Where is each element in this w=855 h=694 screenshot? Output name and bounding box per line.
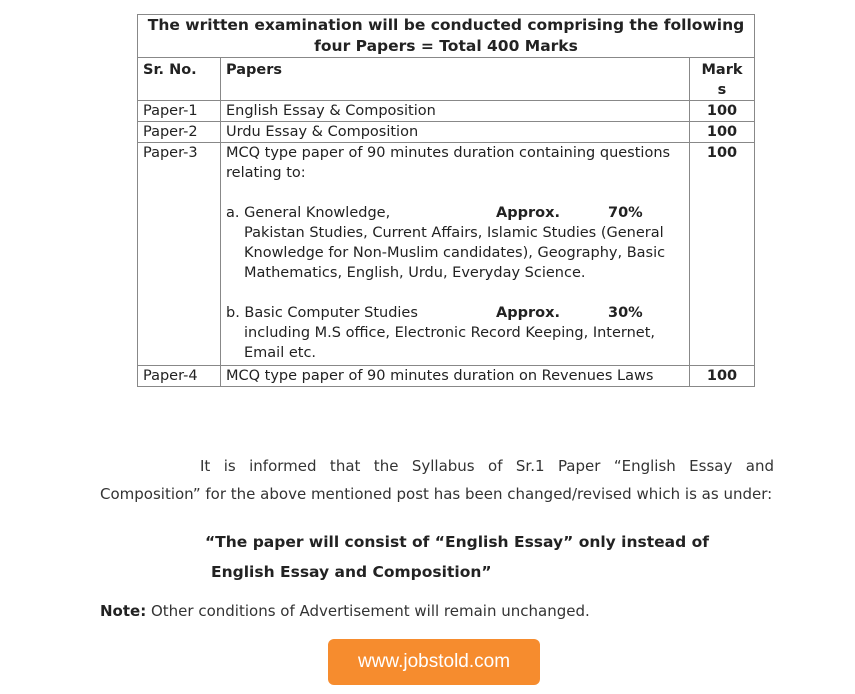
- paper-name: MCQ type paper of 90 minutes duration containing questions relating to:: [226, 145, 671, 181]
- header-sr-no: Sr. No.: [138, 58, 221, 101]
- note: [100, 602, 590, 620]
- sub-detail: Pakistan Studies, Current Affairs, Islamic Studies (General Knowledge for Non-Muslim candidates), Geography, Basic Mathematics, English, Urdu, Everyday Science.: [244, 225, 666, 281]
- sub-percent: 70%: [608, 205, 643, 221]
- header-papers: Papers: [221, 58, 690, 101]
- paper-name: English Essay & Composition: [221, 101, 690, 122]
- sub-approx: Approx.: [496, 205, 560, 221]
- quote-line-2: English Essay and Composition”: [211, 563, 492, 581]
- syllabus-notice-paragraph: It is informed that the Syllabus of Sr.1 Paper “English Essay and Composition” for the above mentioned post has been changed/revised which is as under:: [100, 457, 774, 503]
- jobstold-watermark-link[interactable]: www.jobstold.com: [328, 639, 540, 685]
- paper-marks: 100: [690, 101, 755, 122]
- paper-sr: Paper-3: [138, 143, 221, 366]
- revised-syllabus-quote: [205, 527, 709, 587]
- paper-name: MCQ type paper of 90 minutes duration on Revenues Laws: [221, 366, 690, 387]
- sub-approx: Approx.: [496, 305, 560, 321]
- quote-line-1: “The paper will consist of “English Essay” only instead of: [205, 533, 710, 551]
- note-label: Note:: [100, 602, 147, 620]
- paper-sr: Paper-1: [138, 101, 221, 122]
- sub-item-general-knowledge: [226, 203, 684, 283]
- paper-marks: 100: [690, 122, 755, 143]
- paper-sr: Paper-2: [138, 122, 221, 143]
- exam-papers-table: [137, 14, 755, 387]
- table-header-row: [138, 58, 755, 101]
- note-text: Other conditions of Advertisement will remain unchanged.: [150, 602, 590, 620]
- sub-percent: 30%: [608, 305, 643, 321]
- paper-sr: Paper-4: [138, 366, 221, 387]
- header-marks: Mark s: [690, 58, 755, 101]
- sub-subject: a. General Knowledge,: [226, 205, 391, 221]
- sub-detail: including M.S office, Electronic Record Keeping, Internet, Email etc.: [244, 325, 656, 361]
- paper-marks: 100: [690, 366, 755, 387]
- paper-3-cell: [221, 143, 690, 366]
- table-row: [138, 101, 755, 122]
- paper-marks: 100: [690, 143, 755, 366]
- table-row: [138, 122, 755, 143]
- sub-subject: b. Basic Computer Studies: [226, 305, 418, 321]
- sub-item-computer-studies: [226, 303, 684, 363]
- table-row: [138, 366, 755, 387]
- table-title: The written examination will be conducted comprising the following four Papers = Total 400 Marks: [138, 15, 755, 58]
- table-row: [138, 143, 755, 366]
- paper-name: Urdu Essay & Composition: [221, 122, 690, 143]
